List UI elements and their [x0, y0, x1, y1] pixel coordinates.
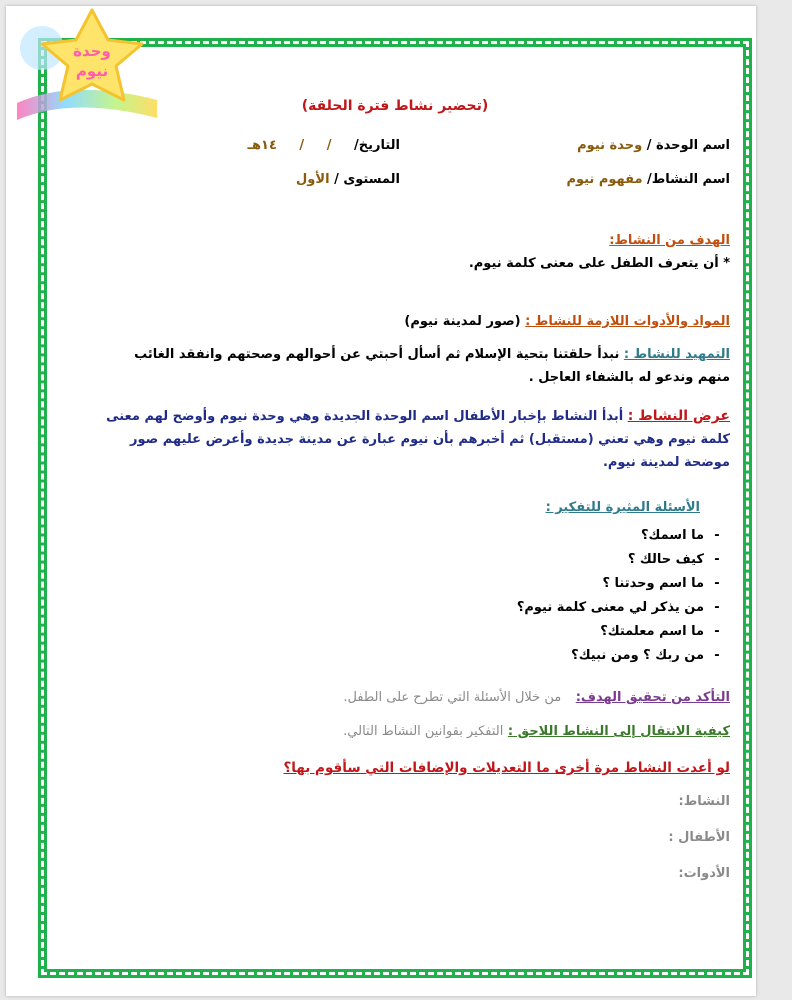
verify-heading: التأكد من تحقيق الهدف: — [575, 690, 730, 705]
question-item: -كيف حالك ؟ — [627, 552, 720, 567]
presentation-heading: عرض النشاط : — [627, 408, 730, 424]
level-label: المستوى / — [334, 172, 400, 187]
question-item: -ما اسم معلمتك؟ — [600, 624, 720, 639]
question-item: -ما اسم وحدتنا ؟ — [602, 576, 720, 591]
transition-heading: كيفية الانتقال إلى النشاط اللاحق : — [507, 724, 730, 739]
activity-row — [566, 172, 730, 187]
repeat-heading: لو أعدت النشاط مرة أخرى ما التعديلات والإضافات التي سأقوم بها؟ — [283, 760, 730, 776]
intro-paragraph — [125, 343, 730, 389]
level-value: الأول — [296, 172, 330, 187]
repeat-field-activity: النشاط: — [678, 794, 730, 809]
badge-line-1: وحدة — [73, 42, 111, 60]
transition-text: التفكير بقوانين النشاط التالي. — [343, 724, 504, 739]
verify-row — [343, 690, 730, 705]
question-item: -من ربك ؟ ومن نبيك؟ — [571, 648, 720, 663]
lesson-plan — [60, 60, 730, 960]
date-row — [248, 138, 400, 153]
unit-label: اسم الوحدة / — [646, 138, 730, 153]
page-title: (تحضير نشاط فترة الحلقة) — [301, 98, 489, 114]
transition-row — [343, 724, 730, 739]
presentation-paragraph — [90, 405, 730, 474]
questions-heading: الأسئلة المثيرة للتفكير : — [545, 500, 700, 515]
question-item: -ما اسمك؟ — [640, 528, 720, 543]
unit-row — [577, 138, 730, 153]
goal-text: * أن يتعرف الطفل على معنى كلمة نيوم. — [468, 256, 730, 271]
repeat-field-children: الأطفال : — [668, 830, 730, 845]
unit-value: وحدة نيوم — [577, 138, 643, 153]
date-label: التاريخ/ — [353, 138, 400, 153]
question-item: -من يذكر لي معنى كلمة نيوم؟ — [516, 600, 720, 615]
presentation-text: أبدأ النشاط بإخبار الأطفال اسم الوحدة الجديدة وهي وحدة نيوم وأوضح لهم معنى كلمة نيوم وهي تعني (مستقبل) ثم أخبرهم بأن نيوم عبارة عن مدينة جديدة وأعرض عليهم صور موضحة لمدينة نيوم. — [106, 409, 730, 470]
activity-value: مفهوم نيوم — [566, 172, 643, 187]
questions-list — [517, 524, 730, 668]
badge-line-2: نيوم — [75, 62, 109, 80]
materials-row — [404, 314, 730, 329]
repeat-field-tools: الأدوات: — [678, 866, 730, 881]
intro-text: نبدأ حلقتنا بتحية الإسلام ثم أسأل أحبتي عن أحوالهم وصحتهم وانفقد الغائب منهم وندعو له بالشفاء العاجل . — [134, 347, 730, 385]
date-value: / / ١٤هـ — [247, 138, 332, 153]
intro-heading: التمهيد للنشاط : — [623, 347, 730, 362]
verify-text: من خلال الأسئلة التي تطرح على الطفل. — [343, 690, 562, 705]
activity-label: اسم النشاط/ — [647, 172, 730, 187]
goal-heading: الهدف من النشاط: — [609, 233, 730, 248]
level-row — [296, 172, 400, 187]
materials-text: (صور لمدينة نيوم) — [404, 314, 521, 329]
materials-heading: المواد والأدوات اللازمة للنشاط : — [525, 314, 730, 329]
